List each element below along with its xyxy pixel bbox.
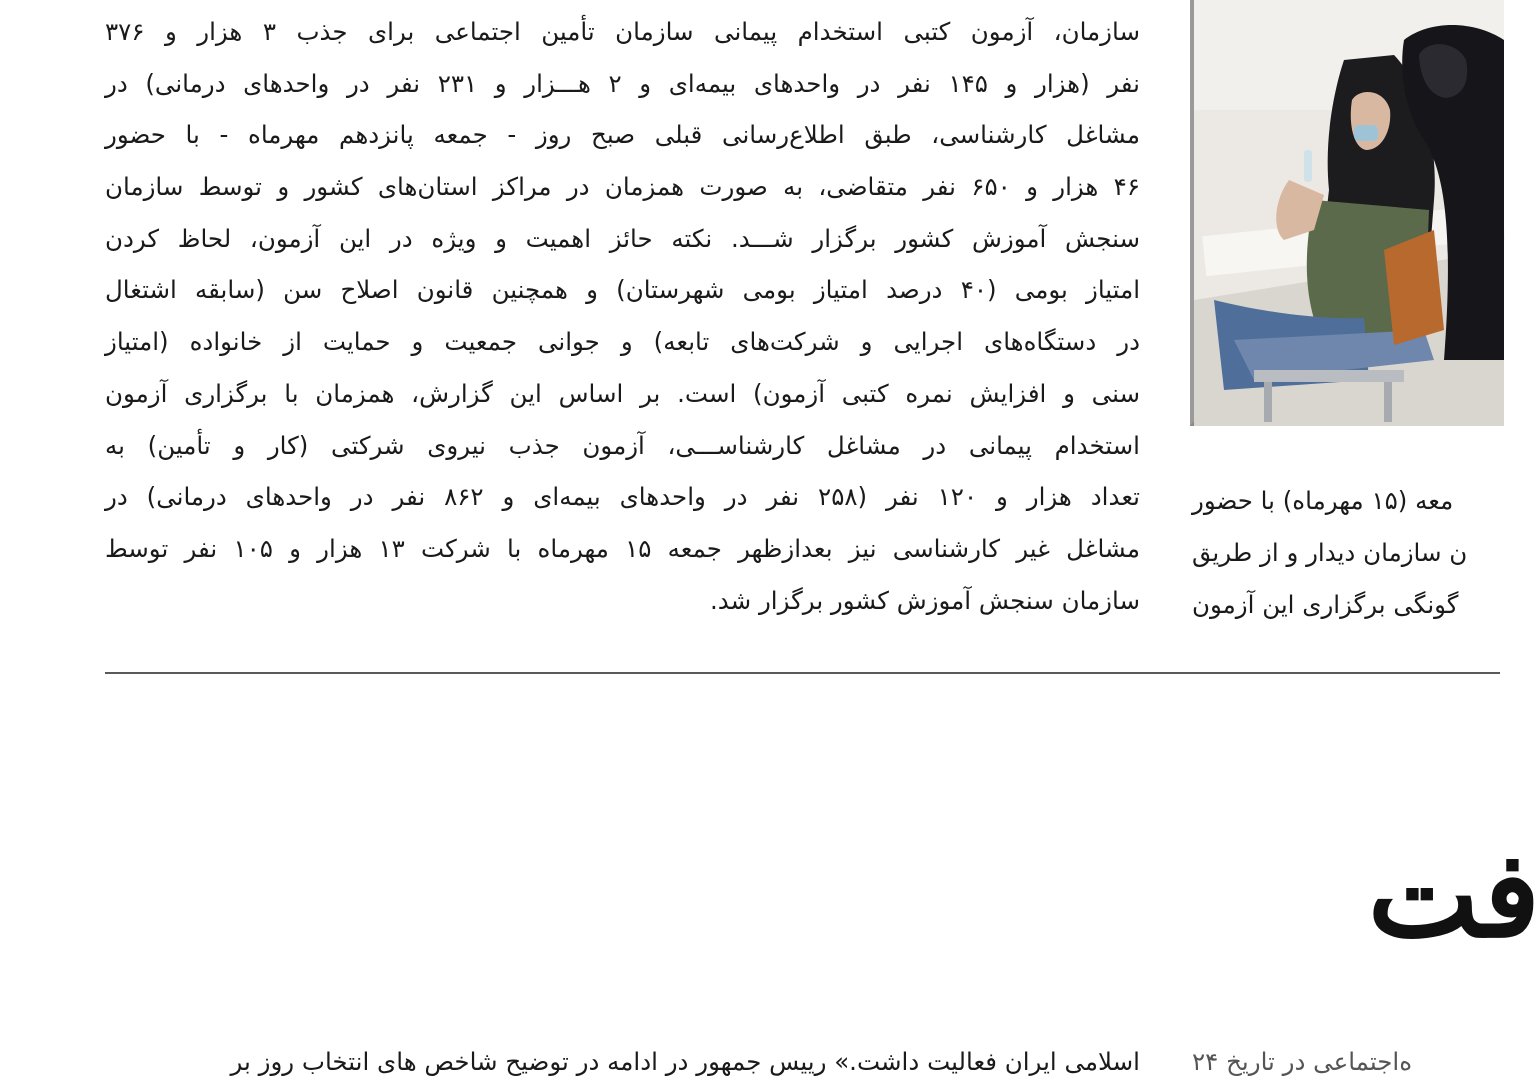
article-line: استخدام پیمانی در مشاغل کارشناســـی، آزمون جذب نیروی شرکتی (کار و تأمین) به [105, 430, 1140, 460]
side-line: معه (۱۵ مهرماه) با حضور [1192, 486, 1454, 515]
headline-fragment [1350, 820, 1540, 970]
next-article-column [105, 1036, 1140, 1076]
next-side-line: ه‌اجتماعی در تاریخ ۲۴ [1192, 1047, 1413, 1076]
article-line: سازمان سنجش آموزش کشور برگزار شد. [710, 585, 1140, 615]
article-line: سنی و افزایش نمره کتبی آزمون) است. بر اساس این گزارش، همزمان با برگزاری آزمون [105, 378, 1140, 408]
next-article-line: اسلامی ایران فعالیت داشت.» رییس جمهور در ادامه در توضیح شاخص های انتخاب روز بر [230, 1047, 1140, 1076]
article-line: امتیاز بومی (۴۰ درصد امتیاز بومی شهرستان) و همچنین قانون اصلاح سن (سابقه اشتغال [105, 275, 1141, 305]
section-divider [105, 672, 1500, 674]
article-line: نفر (هزار و ۱۴۵ نفر در واحدهای بیمه‌ای و ۲ هـــزار و ۲۳۱ نفر در واحدهای درمانی) در [105, 68, 1140, 98]
side-line: ن سازمان دیدار و از طریق [1192, 538, 1468, 567]
article-body [105, 6, 1140, 626]
side-column-text [1192, 475, 1500, 631]
article-line: در دستگاه‌های اجرایی و شرکت‌های تابعه) و جوانی جمعیت و حمایت از خانواده (امتیاز [105, 327, 1140, 357]
article-line: تعداد هزار و ۱۲۰ نفر (۲۵۸ نفر در واحدهای بیمه‌ای و ۸۶۲ نفر در واحدهای درمانی) در [105, 482, 1140, 512]
article-line: سازمان، آزمون کتبی استخدام پیمانی سازمان تأمین اجتماعی برای جذب ۳ هزار و ۳۷۶ [105, 17, 1140, 46]
side-line: گونگی برگزاری این آزمون [1192, 590, 1459, 619]
article-line: سنجش آموزش کشور برگزار شـــد. نکته حائز اهمیت و ویژه در این آزمون، لحاظ کردن [105, 223, 1140, 253]
next-side-column [1192, 1036, 1500, 1076]
headline-text: فت [1367, 825, 1540, 964]
article-line: مشاغل غیر کارشناسی نیز بعدازظهر جمعه ۱۵ مهرماه با شرکت ۱۳ هزار و ۱۰۵ نفر توسط [105, 533, 1140, 563]
article-line: ۴۶ هزار و ۶۵۰ نفر متقاضی، به صورت همزمان در مراکز استان‌های کشور و توسط سازمان [105, 172, 1140, 202]
exam-photo [1190, 0, 1500, 426]
article-line: مشاغل کارشناسی، طبق اطلاع‌رسانی قبلی صبح روز - جمعه پانزدهم مهرماه - با حضور [105, 120, 1140, 150]
